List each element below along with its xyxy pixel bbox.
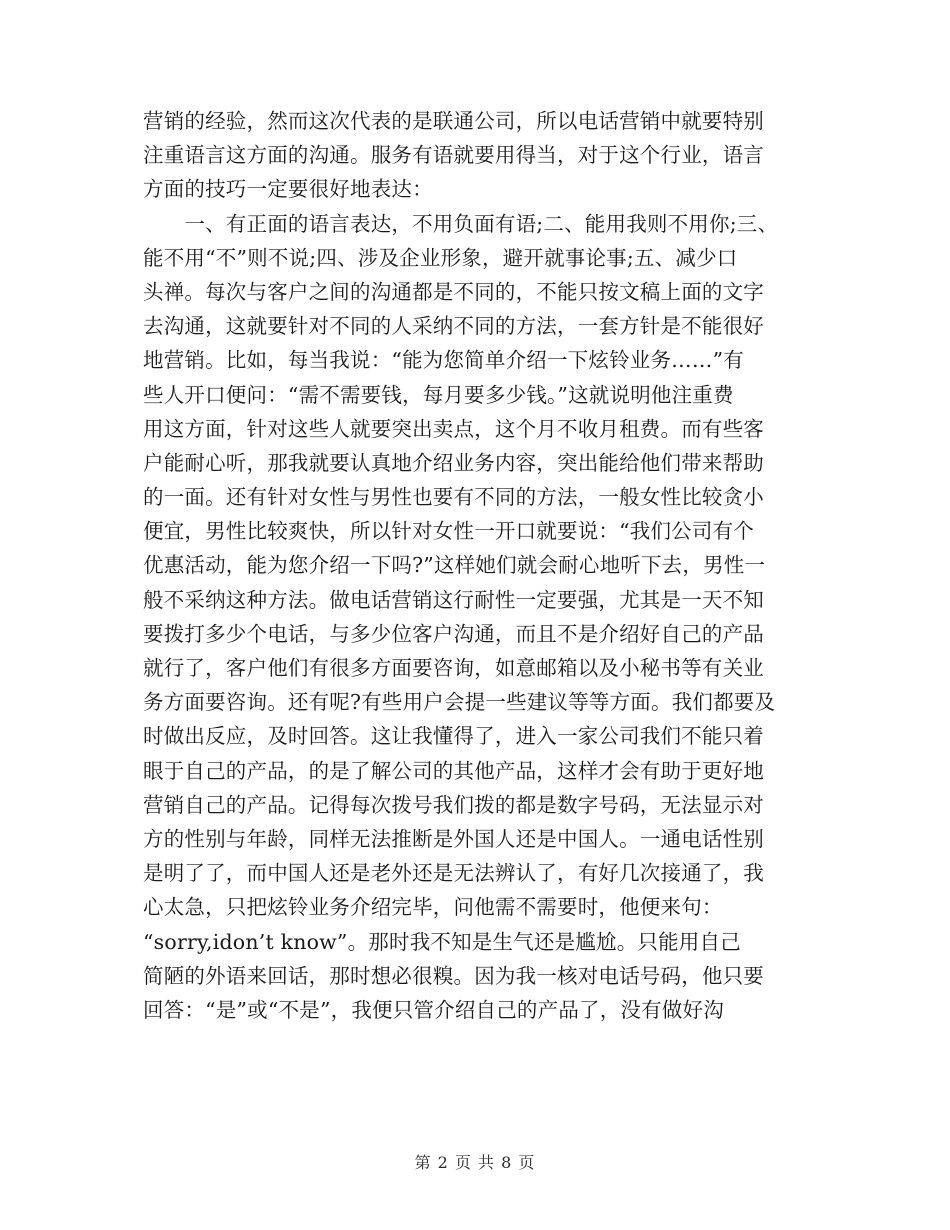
text-line: 些人开口便问：“需不需要钱，每月要多少钱。”这就说明他注重费 [143, 382, 734, 407]
text-line: 务方面要咨询。还有呢?有些用户会提一些建议等等方面。我们都要及 [143, 690, 776, 715]
text-line: 便宜，男性比较爽快，所以针对女性一开口就要说：“我们公司有个 [143, 519, 754, 544]
text-line: 地营销。比如，每当我说：“能为您简单介绍一下炫铃业务……”有 [143, 348, 744, 373]
page-number-footer: 第 2 页 共 8 页 [414, 1153, 536, 1172]
text-line: 优惠活动，能为您介绍一下吗?”这样她们就会耐心地听下去，男性一 [143, 553, 766, 578]
text-line: 营销自己的产品。记得每次拨号我们拨的都是数字号码，无法显示对 [143, 792, 764, 817]
body-text [143, 104, 823, 1027]
text-line: 方面的技巧一定要很好地表达： [143, 177, 433, 202]
text-line: 时做出反应，及时回答。这让我懂得了，进入一家公司我们不能只着 [143, 724, 764, 749]
text-line: 去沟通，这就要针对不同的人采纳不同的方法，一套方针是不能很好 [143, 314, 764, 339]
text-line: 用这方面，针对这些人就要突出卖点，这个月不收月租费。而有些客 [143, 416, 764, 441]
text-line: 营销的经验，然而这次代表的是联通公司，所以电话营销中就要特别 [143, 109, 764, 133]
text-line: 是明了了，而中国人还是老外还是无法辨认了，有好几次接通了，我 [143, 861, 764, 886]
text-line: 就行了，客户他们有很多方面要咨询，如意邮箱以及小秘书等有关业 [143, 656, 764, 680]
text-line: “sorry,idon’t know”。那时我不知是生气还是尴尬。只能用自己 [143, 929, 741, 954]
text-line: 回答：“是”或“不是”，我便只管介绍自己的产品了，没有做好沟 [143, 997, 724, 1022]
text-line: 简陋的外语来回话，那时想必很糗。因为我一核对电话号码，他只要 [143, 963, 764, 988]
text-line: 要拨打多少个电话，与多少位客户沟通，而且不是介绍好自己的产品 [143, 621, 764, 646]
text-line: 心太急，只把炫铃业务介绍完毕，问他需不需要时，他便来句： [143, 895, 723, 920]
text-line: 眼于自己的产品，的是了解公司的其他产品，这样才会有助于更好地 [143, 758, 764, 783]
text-line: 户能耐心听，那我就要认真地介绍业务内容，突出能给他们带来帮助 [143, 450, 764, 475]
text-line: 的一面。还有针对女性与男性也要有不同的方法，一般女性比较贪小 [143, 485, 764, 510]
text-line: 注重语言这方面的沟通。服务有语就要用得当，对于这个行业，语言 [143, 143, 764, 168]
text-line: 能不用“不”则不说;四、涉及企业形象，避开就事论事;五、减少口 [143, 245, 738, 270]
text-line: 头禅。每次与客户之间的沟通都是不同的，不能只按文稿上面的文字 [143, 279, 764, 304]
text-line: 方的性别与年龄，同样无法推断是外国人还是中国人。一通电话性别 [143, 826, 764, 851]
text-line: 般不采纳这种方法。做电话营销这行耐性一定要强，尤其是一天不知 [143, 587, 764, 612]
text-line: 一、有正面的语言表达，不用负面有语;二、能用我则不用你;三、 [143, 211, 779, 236]
